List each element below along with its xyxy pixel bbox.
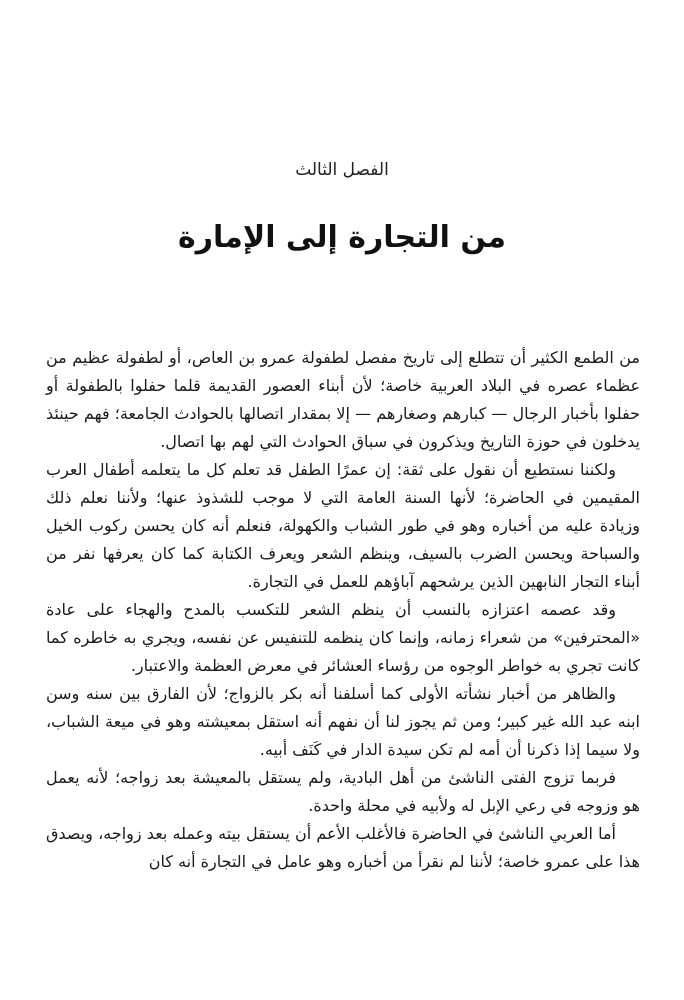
paragraph: ولكننا نستطيع أن نقول على ثقة: إن عمرًا الطفل قد تعلم كل ما يتعلمه أطفال العرب المقيمين في الحاضرة؛ لأنها السنة العامة التي لا موجب للشذوذ عنها؛ ولأننا نعلم ذلك وزيادة عليه من أخباره وهو في طور الشباب والكهولة، فنعلم أنه كان يحسن ركوب الخيل والسباحة ويحسن الضرب بالسيف، وينظم الشعر ويعرف الكتابة كما كان يعرفها نفر من أبناء التجار النابهين الذين يرشحهم آباؤهم للعمل في التجارة. [46, 460, 640, 591]
chapter-body [46, 344, 640, 876]
paragraph: فربما تزوج الفتى الناشئ من أهل البادية، ولم يستقل بالمعيشة بعد زواجه؛ لأنه يعمل هو وزوجه في رعي الإبل له ولأبيه في محلة واحدة. [46, 768, 640, 815]
paragraph: أما العربي الناشئ في الحاضرة فالأغلب الأعم أن يستقل بيته وعمله بعد زواجه، ويصدق هذا على عمرو خاصة؛ لأننا لم نقرأ من أخباره وهو عامل في التجارة أنه كان [46, 824, 640, 871]
chapter-title: من التجارة إلى الإمارة [178, 220, 506, 255]
paragraph: من الطمع الكثير أن تتطلع إلى تاريخ مفصل لطفولة عمرو بن العاص، أو لطفولة عظيم من عظماء عصره في البلاد العربية خاصة؛ لأن أبناء العصور القديمة قلما حفلوا بالطفولة أو حفلوا بأخبار الرجال — كبارهم وصغارهم — إلا بمقدار اتصالها بالحوادث الجامعة؛ فهم حينئذ يدخلون في حوزة التاريخ ويذكرون في سباق الحوادث التي لهم بها اتصال. [46, 348, 640, 451]
paragraph: وقد عصمه اعتزازه بالنسب أن ينظم الشعر للتكسب بالمدح والهجاء على عادة «المحترفين» من شعراء زمانه، وإنما كان ينظمه للتنفيس عن نفسه، ويجري به خاطره كما كانت تجري به خواطر الوجوه من رؤساء العشائر في معرض العظمة والاعتبار. [46, 600, 640, 675]
paragraph: والظاهر من أخبار نشأته الأولى كما أسلفنا أنه بكر بالزواج؛ لأن الفارق بين سنه وسن ابنه عبد الله غير كبير؛ ومن ثم يجوز لنا أن نفهم أنه استقل بمعيشته وهو في ميعة الشباب، ولا سيما إذا ذكرنا أن أمه لم تكن سيدة الدار في كَنَف أبيه. [46, 684, 640, 759]
chapter-label: الفصل الثالث [295, 160, 389, 180]
